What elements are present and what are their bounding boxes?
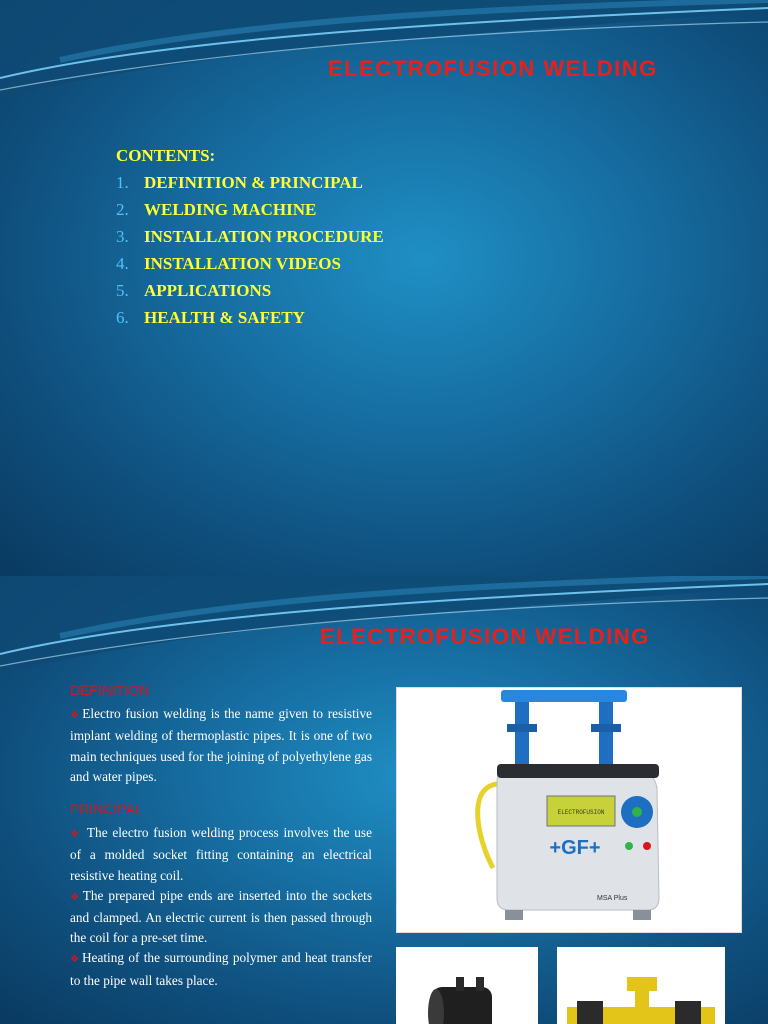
principal-point-text: The electro fusion welding process involves the use of a molded socket fitting containing an electrical resistive heating coil. (70, 825, 373, 883)
contents-item-label: WELDING MACHINE (144, 200, 317, 219)
diamond-bullet-icon: ❖ (70, 829, 81, 841)
contents-heading: CONTENTS: (116, 146, 216, 165)
welding-machine-photo (396, 687, 742, 933)
slide-title: ELECTROFUSION WELDING (328, 56, 658, 81)
contents-item (116, 196, 384, 223)
contents-item-label: INSTALLATION PROCEDURE (144, 227, 384, 246)
lcd-readout: ELECTROFUSION (557, 809, 605, 816)
definition-paragraph (70, 704, 372, 787)
pipe-joint-photo (557, 947, 725, 1024)
principal-point (70, 823, 372, 886)
contents-item-number: 2. (116, 200, 129, 219)
contents-item-label: INSTALLATION VIDEOS (144, 254, 341, 273)
contents-item (116, 250, 384, 277)
principal-heading: PRINCIPAL (70, 801, 143, 818)
principal-point (70, 948, 372, 990)
contents-list (116, 169, 384, 331)
diamond-bullet-icon: ❖ (70, 954, 80, 966)
fitting-photo (396, 947, 538, 1024)
diamond-bullet-icon: ❖ (70, 710, 81, 722)
contents-item (116, 169, 384, 196)
principal-point (70, 886, 372, 949)
contents-item-label: DEFINITION & PRINCIPAL (144, 173, 363, 192)
contents-item-number: 6. (116, 308, 129, 327)
welding-machine-illustration (397, 688, 741, 932)
slide-body (70, 680, 372, 991)
principal-point-text: Heating of the surrounding polymer and heat transfer to the pipe wall takes place. (70, 950, 372, 988)
contents-item (116, 223, 384, 250)
contents-item-number: 5. (116, 281, 129, 300)
definition-text: Electro fusion welding is the name given to resistive implant welding of thermoplastic pipes. It is one of two main techniques used for the joining of polyethylene gas and water pipes. (70, 706, 373, 784)
contents-item-label: APPLICATIONS (144, 281, 272, 300)
coupler-fitting-illustration (396, 947, 538, 1024)
slide-title: ELECTROFUSION WELDING (320, 624, 650, 649)
model-label: MSA Plus (597, 895, 628, 902)
contents-item-number: 4. (116, 254, 129, 273)
decorative-swoosh (0, 0, 768, 110)
contents-block (116, 142, 384, 331)
contents-item (116, 277, 384, 304)
diamond-bullet-icon: ❖ (70, 891, 81, 903)
principal-point-text: The prepared pipe ends are inserted into the sockets and clamped. An electric current is then passed through the coil for a pre-set time. (70, 887, 373, 946)
brand-logo: +GF+ (549, 837, 601, 859)
pipe-joint-illustration (557, 947, 725, 1024)
slide-2 (0, 576, 768, 1024)
contents-item-number: 1. (116, 173, 129, 192)
definition-heading: DEFINITION (70, 682, 150, 698)
contents-item-label: HEALTH & SAFETY (144, 308, 305, 327)
contents-item-number: 3. (116, 227, 129, 246)
contents-item (116, 304, 384, 331)
